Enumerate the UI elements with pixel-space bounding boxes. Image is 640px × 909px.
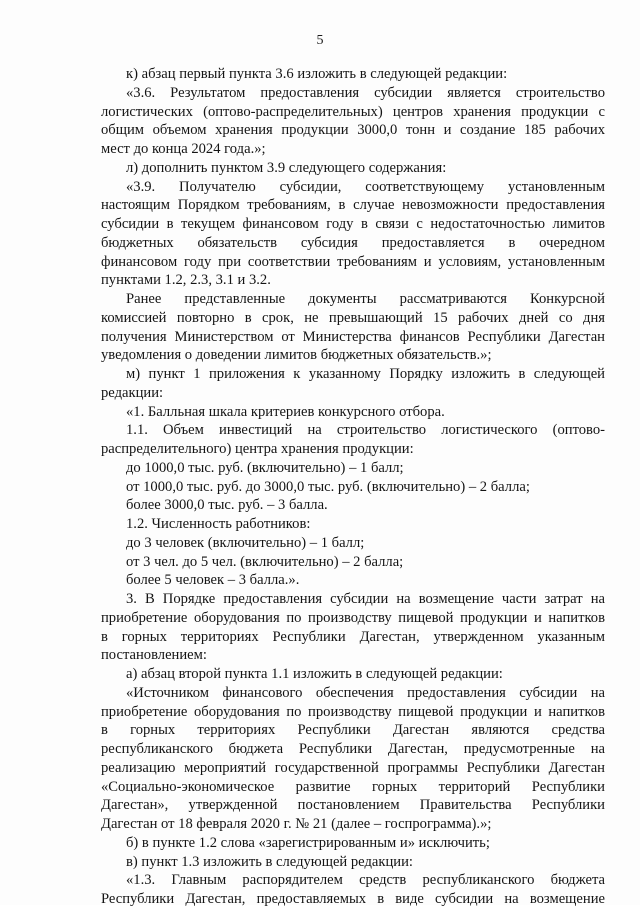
text-line: мест до конца 2024 года.»; (101, 141, 266, 157)
text-line: реализацию мероприятий государственной программы Республики Дагестан (101, 759, 605, 776)
text-line: 1.1. Объем инвестиций на строительство логистического (оптово- (126, 422, 605, 439)
text-line: более 3000,0 тыс. руб. – 3 балла. (126, 497, 328, 514)
document-text (101, 65, 605, 909)
page-number: 5 (316, 33, 324, 48)
text-line: логистических (оптово-распределительных) центров хранения продукции с (101, 103, 605, 120)
text-line: от 1000,0 тыс. руб. до 3000,0 тыс. руб. (включительно) – 2 балла; (126, 478, 530, 495)
text-line: республиканского бюджета Республики Дагестан, предусмотренные на (101, 741, 605, 757)
text-line: в) пункт 1.3 изложить в следующей редакции: (126, 853, 413, 870)
text-line: настоящим Порядком требованиям, в случае невозможности предоставления (101, 197, 605, 214)
text-line: уведомления о доведении лимитов бюджетных обязательств.»; (101, 347, 492, 364)
text-line: к) абзац первый пункта 3.6 изложить в следующей редакции: (126, 66, 508, 82)
text-line: Республики Дагестан, предоставляемых в виде субсидии на возмещение (101, 891, 605, 907)
text-line: до 1000,0 тыс. руб. (включительно) – 1 балл; (126, 459, 404, 476)
text-line: л) дополнить пунктом 3.9 следующего содержания: (126, 159, 447, 176)
text-line: «Источником финансового обеспечения предоставления субсидии на (126, 684, 605, 701)
text-line: м) пункт 1 приложения к указанному Порядку изложить в следующей (126, 366, 605, 382)
text-line: приобретение оборудования по производству пищевой продукции и напитков (101, 609, 605, 626)
text-line: постановлением: (101, 647, 207, 664)
text-line: общим объемом хранения продукции 3000,0 тонн и создание 185 рабочих (101, 122, 605, 139)
text-line: пунктами 1.2, 2.3, 3.1 и 3.2. (101, 272, 271, 289)
text-line: 3. В Порядке предоставления субсидии на возмещение части затрат на (126, 591, 605, 607)
text-line: получения Министерством от Министерства финансов Республики Дагестан (101, 328, 605, 345)
text-line: Дагестан», утвержденной постановлением Правительства Республики (101, 797, 605, 814)
text-line: приобретение оборудования по производству пищевой продукции и напитков (101, 703, 605, 720)
text-line: «Социально-экономическое развитие горных территорий Республики (101, 778, 605, 795)
text-line: «1.3. Главным распорядителем средств республиканского бюджета (126, 872, 605, 889)
text-line: бюджетных обязательств субсидия предоставляется в очередном (101, 234, 605, 251)
text-line: редакции: (101, 384, 164, 401)
text-line: субсидии в текущем финансовом году в связи с недостаточностью лимитов (101, 216, 605, 232)
text-line: а) абзац второй пункта 1.1 изложить в следующей редакции: (126, 666, 503, 682)
text-line: более 5 человек – 3 балла.». (126, 572, 300, 589)
text-line: Ранее представленные документы рассматриваются Конкурсной (126, 291, 605, 307)
text-line: от 3 чел. до 5 чел. (включительно) – 2 балла; (126, 553, 404, 570)
text-line: комиссией повторно в срок, не превышающий 15 рабочих дней со дня (101, 309, 605, 326)
text-line: в горных территориях Республики Дагестан, утвержденном указанным (101, 628, 605, 645)
text-line: до 3 человек (включительно) – 1 балл; (126, 534, 365, 551)
text-line: финансовом году при соответствии требованиям и условиям, установленным (101, 253, 605, 270)
text-line: 1.2. Численность работников: (126, 516, 311, 532)
text-line: Дагестан от 18 февраля 2020 г. № 21 (далее – госпрограмма).»; (101, 816, 492, 832)
text-line: распределительного) центра хранения продукции: (101, 441, 414, 457)
text-line: «1. Балльная шкала критериев конкурсного отбора. (126, 403, 445, 420)
text-line: «3.9. Получателю субсидии, соответствующему установленным (126, 178, 605, 195)
text-line: в горных территориях Республики Дагестан являются средства (101, 722, 605, 739)
text-line: б) в пункте 1.2 слова «зарегистрированным и» исключить; (126, 834, 490, 851)
text-line: «3.6. Результатом предоставления субсидии является строительство (126, 84, 605, 101)
